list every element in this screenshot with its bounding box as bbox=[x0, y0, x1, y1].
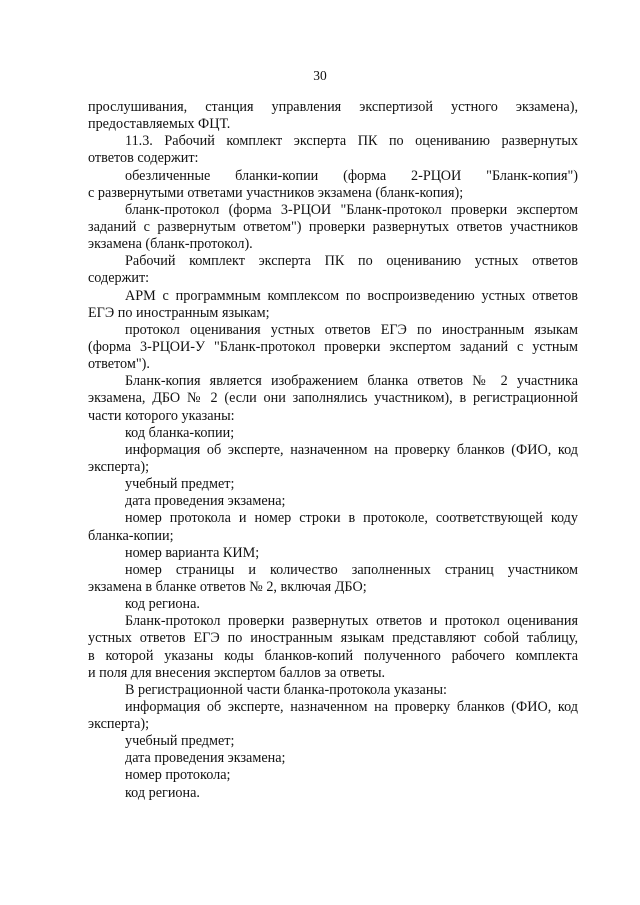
text-line: ответов содержит: bbox=[88, 150, 199, 167]
text-line: номер страницы и количество заполненных страниц участником bbox=[125, 561, 578, 578]
text-line: ЕГЭ по иностранным языкам; bbox=[88, 304, 270, 321]
text-line: экзамена (бланк-протокол). bbox=[88, 236, 253, 253]
text-line: (форма 3-РЦОИ-У "Бланк-протокол проверки экспертом заданий с устным bbox=[88, 338, 578, 355]
text-line: информация об эксперте, назначенном на проверку бланков (ФИО, код bbox=[125, 441, 578, 458]
text-line: эксперта); bbox=[88, 716, 150, 733]
text-line: экзамена в бланке ответов № 2, включая ДБО; bbox=[88, 578, 367, 595]
text-line: части которого указаны: bbox=[88, 407, 235, 424]
text-line: заданий с развернутым ответом") проверки развернутых ответов участников bbox=[88, 218, 578, 235]
text-line: код региона. bbox=[125, 596, 200, 613]
text-line: предоставляемых ФЦТ. bbox=[88, 116, 231, 133]
document-body bbox=[88, 99, 578, 802]
text-line: номер протокола и номер строки в протоколе, соответствующей коду bbox=[125, 510, 578, 527]
text-line: устных ответов ЕГЭ по иностранным языкам представляют собой таблицу, bbox=[88, 630, 578, 647]
text-line: номер варианта КИМ; bbox=[125, 544, 260, 561]
text-line: обезличенные бланки-копии (форма 2-РЦОИ "Бланк-копия") bbox=[125, 167, 578, 184]
text-line: Бланк-копия является изображением бланка ответов № 2 участника bbox=[125, 373, 578, 390]
text-line: код бланка-копии; bbox=[125, 424, 235, 441]
text-line: бланк-протокол (форма 3-РЦОИ "Бланк-протокол проверки экспертом bbox=[125, 201, 578, 218]
text-line: дата проведения экзамена; bbox=[125, 750, 286, 767]
text-line: ответом"). bbox=[88, 356, 150, 373]
text-line: 11.3. Рабочий комплект эксперта ПК по оцениванию развернутых bbox=[125, 133, 578, 150]
text-line: экзамена, ДБО № 2 (если они заполнялись участником), в регистрационной bbox=[88, 390, 578, 407]
text-line: в которой указаны коды бланков-копий полученного рабочего комплекта bbox=[88, 647, 578, 664]
text-line: номер протокола; bbox=[125, 767, 231, 784]
text-line: бланка-копии; bbox=[88, 527, 174, 544]
text-line: протокол оценивания устных ответов ЕГЭ по иностранным языкам bbox=[125, 321, 578, 338]
text-line: код региона. bbox=[125, 784, 200, 801]
text-line: Бланк-протокол проверки развернутых ответов и протокол оценивания bbox=[125, 613, 578, 630]
text-line: учебный предмет; bbox=[125, 476, 235, 493]
text-line: учебный предмет; bbox=[125, 733, 235, 750]
text-line: и поля для внесения экспертом баллов за ответы. bbox=[88, 664, 386, 681]
text-line: дата проведения экзамена; bbox=[125, 493, 286, 510]
text-line: эксперта); bbox=[88, 458, 150, 475]
text-line: В регистрационной части бланка-протокола указаны: bbox=[125, 681, 447, 698]
page-number: 30 bbox=[313, 68, 327, 83]
text-line: содержит: bbox=[88, 270, 150, 287]
text-line: прослушивания, станция управления экспертизой устного экзамена), bbox=[88, 99, 578, 115]
text-line: с развернутыми ответами участников экзамена (бланк-копия); bbox=[88, 184, 464, 201]
text-line: Рабочий комплект эксперта ПК по оцениванию устных ответов bbox=[125, 253, 578, 270]
text-line: информация об эксперте, назначенном на проверку бланков (ФИО, код bbox=[125, 698, 578, 715]
text-line: АРМ с программным комплексом по воспроизведению устных ответов bbox=[125, 287, 578, 304]
